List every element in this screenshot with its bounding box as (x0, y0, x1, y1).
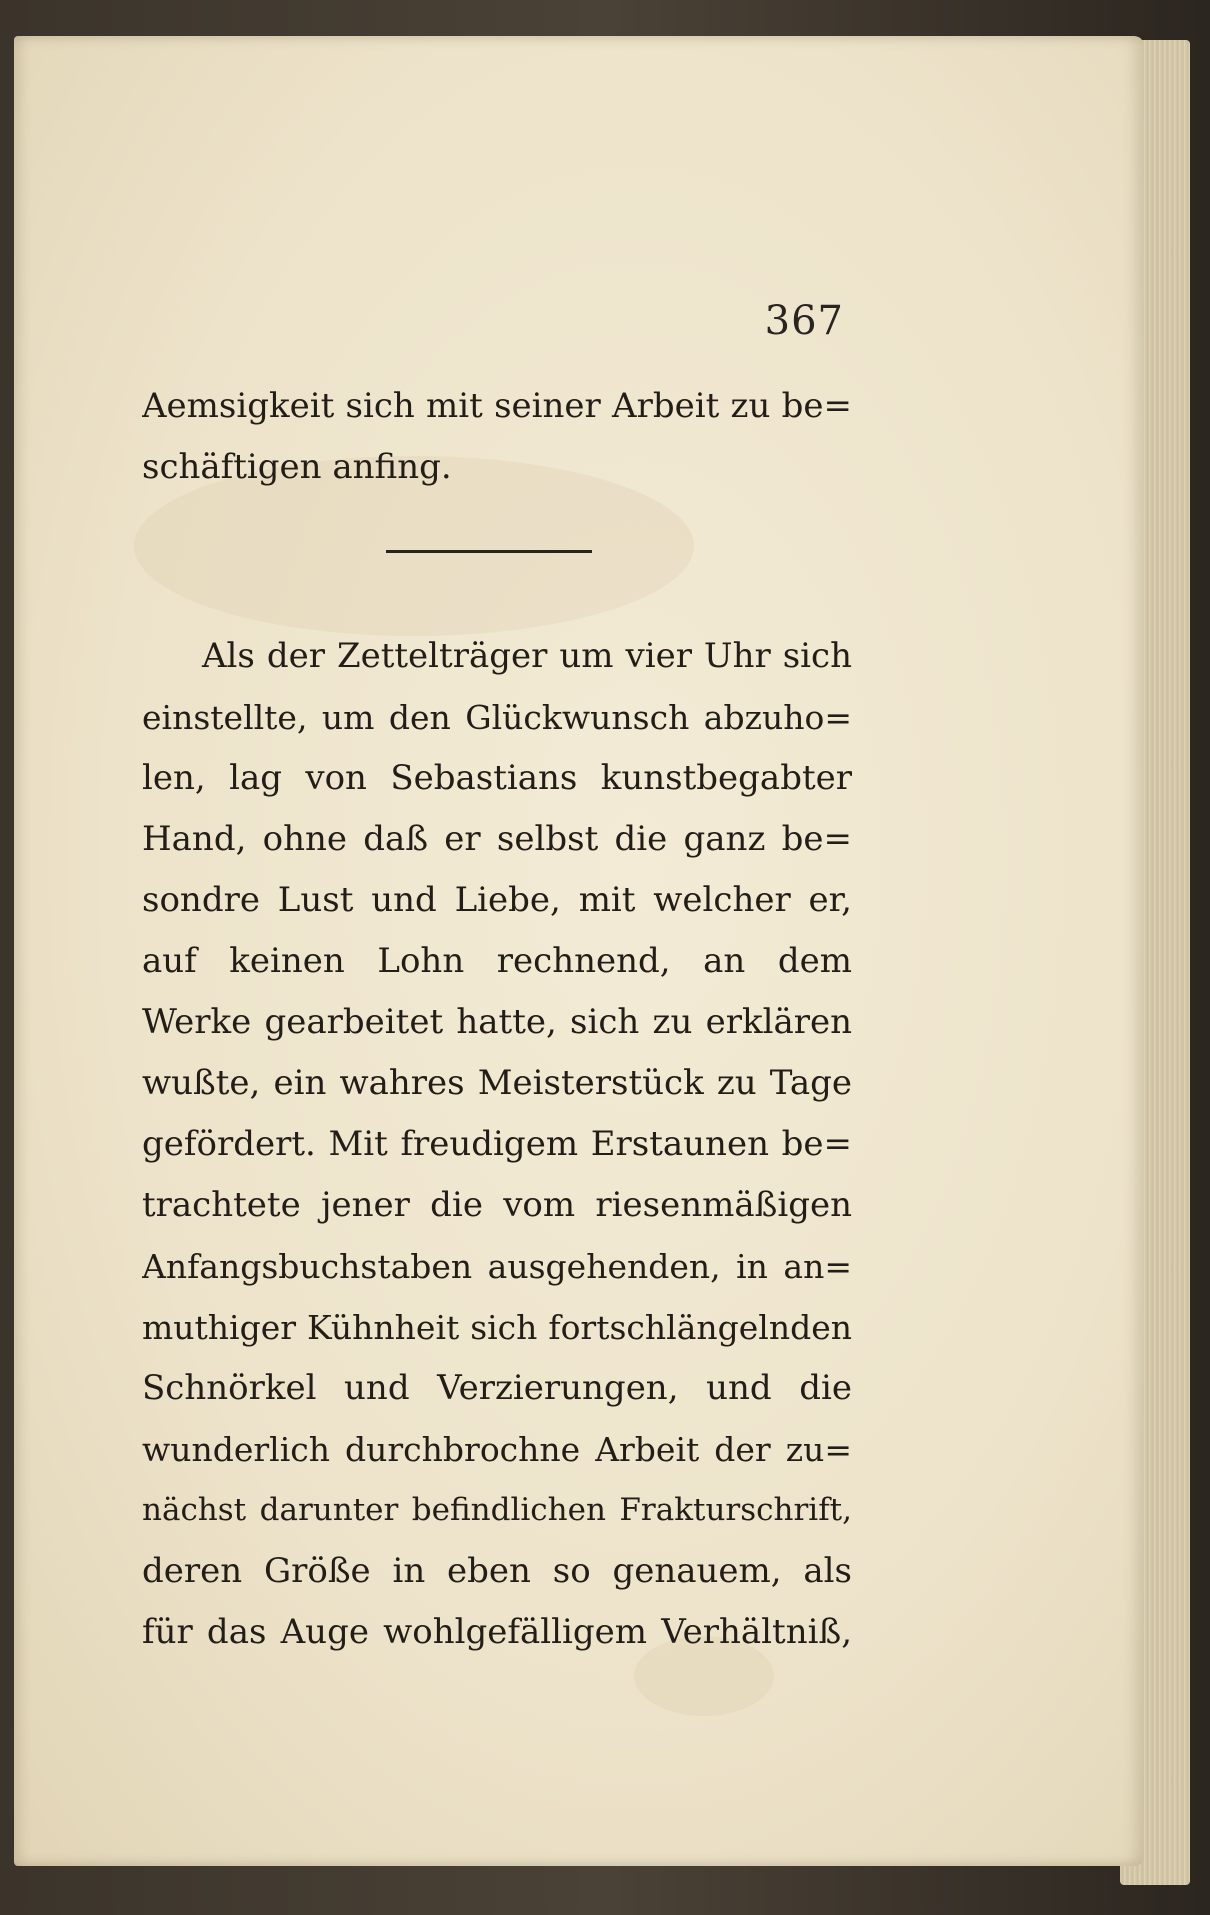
paragraph-1 (142, 376, 852, 498)
text-line: für das Auge wohlgefälligem Verhältniß, (142, 1612, 852, 1652)
text-line: Schnörkel und Verzierungen, und die (142, 1368, 852, 1408)
text-line: Aemsigkeit sich mit seiner Arbeit zu be= (142, 386, 852, 426)
paragraph-2 (142, 626, 852, 1663)
text-line: sondre Lust und Liebe, mit welcher er, (142, 880, 852, 920)
text-line: gefördert. Mit freudigem Erstaunen be= (142, 1124, 852, 1164)
book-page (14, 36, 1144, 1866)
text-line: trachtete jener die vom riesenmäßigen (142, 1185, 852, 1225)
text-line: wußte, ein wahres Meisterstück zu Tage (142, 1063, 852, 1103)
text-line: muthiger Kühnheit sich fortschlängelnden (142, 1308, 852, 1347)
text-line: Werke gearbeitet hatte, sich zu erklären (142, 1002, 852, 1042)
text-line: auf keinen Lohn rechnend, an dem (142, 941, 852, 981)
text-line: Als der Zettelträger um vier Uhr sich (202, 636, 852, 676)
text-line: len, lag von Sebastians kunstbegabter (142, 758, 852, 798)
text-line: nächst darunter befindlichen Frakturschrift, (142, 1492, 852, 1528)
page-number: 367 (764, 298, 844, 344)
text-line: schäftigen anfing. (142, 447, 452, 487)
text-line: deren Größe in eben so genauem, als (142, 1551, 852, 1591)
text-line: Hand, ohne daß er selbst die ganz be= (142, 819, 852, 859)
text-line: wunderlich durchbrochne Arbeit der zu= (142, 1430, 852, 1469)
section-divider (386, 550, 592, 553)
text-line: Anfangsbuchstaben ausgehenden, in an= (142, 1247, 852, 1286)
text-line: einstellte, um den Glückwunsch abzuho= (142, 698, 852, 737)
